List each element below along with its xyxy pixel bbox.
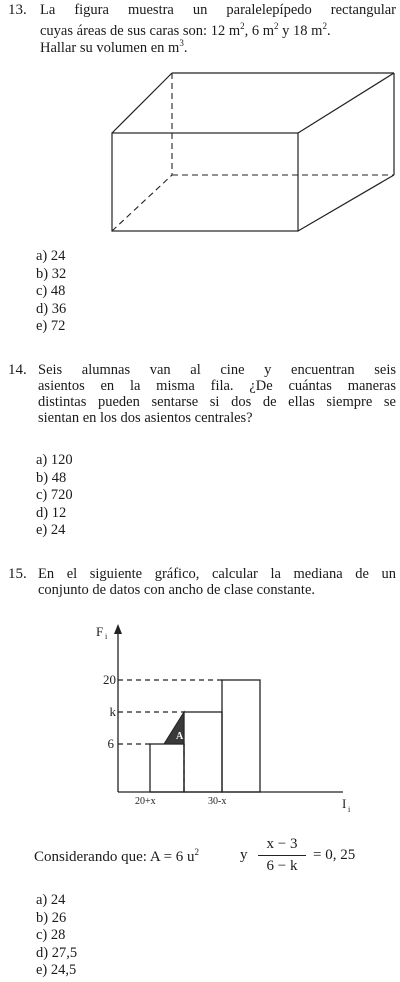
exponent: 3 (179, 38, 184, 48)
separator: y (278, 22, 294, 39)
option-a[interactable]: a) 24 (36, 248, 66, 264)
exponent: 2 (240, 21, 245, 31)
x-axis-label: I (342, 796, 347, 811)
area-value: 6 m (251, 22, 275, 39)
x-tick-label: 30-x (208, 796, 227, 807)
separator: . (326, 22, 331, 39)
histogram-graph (80, 612, 380, 824)
option-d[interactable]: d) 12 (36, 504, 67, 521)
y-axis-label: F (96, 624, 104, 639)
question-text-line: sientan en los dos asientos centrales? (38, 410, 253, 426)
option-b[interactable]: b) 26 (36, 909, 67, 926)
question-number: 15. (8, 566, 27, 582)
front-face (112, 133, 298, 231)
option-a[interactable]: a) 24 (36, 892, 66, 908)
y-tick-label: 6 (107, 736, 114, 751)
question-text-line: Seis alumnas van al cine y encuentran seis (38, 362, 396, 378)
question-text-line: conjunto de datos con ancho de clase constante. (38, 582, 316, 598)
y-tick-label: 20 (103, 672, 116, 687)
histogram-bar (184, 712, 222, 792)
option-c[interactable]: c) 720 (36, 487, 73, 503)
question-text-line: distintas pueden sentarse si dos de ellas siempre se (38, 394, 396, 410)
question-text-line (40, 35, 187, 56)
bottom-right-edge (298, 175, 394, 231)
exponent: 2 (274, 21, 279, 31)
question-text-segment: cuyas áreas de sus caras son: (40, 22, 208, 39)
option-c[interactable]: c) 48 (36, 283, 66, 299)
exponent: 2 (194, 847, 200, 857)
question-text-line: La figura muestra un paralelepípedo rectangular (40, 2, 396, 18)
y-tick-label: k (109, 704, 116, 719)
condition-result: = 0, 25 (313, 847, 356, 863)
option-d[interactable]: d) 27,5 (36, 944, 78, 961)
option-b[interactable]: b) 32 (36, 265, 67, 282)
hidden-diagonal-edge (112, 175, 172, 231)
fraction-bar (258, 855, 306, 856)
question-number: 14. (8, 362, 27, 378)
fraction-denominator: 6 − k (266, 858, 298, 874)
option-a[interactable]: a) 120 (36, 452, 73, 468)
options-list (36, 248, 66, 336)
y-axis-subscript: i (105, 632, 108, 641)
question-text-line: asientos en la misma fila. ¿De cuántas maneras (38, 378, 396, 394)
x-tick-label: 20+x (135, 796, 156, 807)
top-left-edge (112, 73, 172, 133)
options-list (36, 452, 73, 540)
histogram-bar (222, 680, 260, 792)
separator: , (244, 22, 252, 39)
condition-connector: y (240, 847, 248, 863)
question-text-segment: . (183, 39, 188, 56)
option-c[interactable]: c) 28 (36, 927, 66, 943)
option-e[interactable]: e) 72 (36, 318, 66, 334)
area-value: 12 m (210, 22, 241, 39)
option-d[interactable]: d) 36 (36, 300, 67, 317)
option-e[interactable]: e) 24 (36, 522, 66, 538)
fraction-numerator: x − 3 (266, 836, 298, 852)
exponent: 2 (322, 21, 327, 31)
x-axis-subscript: i (348, 805, 351, 814)
option-b[interactable]: b) 48 (36, 469, 67, 486)
y-axis-arrow-icon (114, 624, 122, 634)
option-e[interactable]: e) 24,5 (36, 962, 77, 978)
condition-prefix: Considerando que: A = 6 u (34, 849, 195, 865)
parallelepiped-figure (100, 70, 400, 245)
region-label: A (176, 731, 184, 742)
condition-text (34, 847, 199, 866)
area-value: 18 m (293, 22, 323, 39)
question-text-line: En el siguiente gráfico, calcular la mediana de un (38, 566, 396, 582)
histogram-bar (150, 744, 184, 792)
question-text-segment: Hallar su volumen en m (40, 39, 180, 56)
question-number: 13. (8, 2, 27, 18)
options-list (36, 892, 77, 980)
top-right-edge (298, 73, 394, 133)
